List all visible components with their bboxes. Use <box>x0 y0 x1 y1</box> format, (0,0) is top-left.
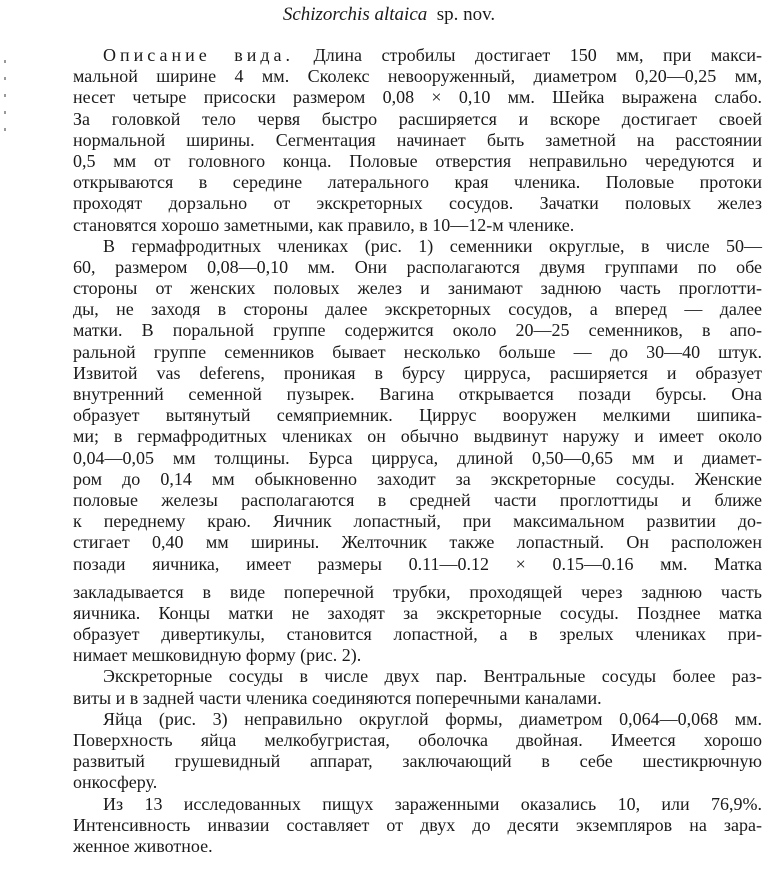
text-line: 0,5 мм от головного конца. Половые отверстия неправильно чередуются и <box>73 150 762 171</box>
species-description <box>73 45 762 857</box>
text-line: Экскреторные сосуды в числе двух пар. Вентральные сосуды более раз- <box>103 666 762 687</box>
text-line: яичника. Концы матки не заходят за экскреторные сосуды. Позднее матка <box>73 602 762 623</box>
text-line: мальной ширине 4 мм. Сколекс невооруженный, диаметром 0,20—0,25 мм, <box>73 66 762 87</box>
text-line: становятся хорошо заметными, как правило, в 10—12-м членике. <box>73 214 575 235</box>
text-line: стигает 0,40 мм ширины. Желточник также лопастный. Он расположен <box>73 532 762 553</box>
text-line: проходят дорзально от экскреторных сосудов. Зачатки половых желез <box>73 193 762 214</box>
text-line: образует вытянутый семяприемник. Циррус вооружен мелкими шипика- <box>73 405 762 426</box>
species-suffix: sp. nov. <box>436 4 496 25</box>
text-line: матки. В поральной группе содержится около 20—25 семенников, в апо- <box>73 320 762 341</box>
text-line: открываются в середине латерального края членика. Половые протоки <box>73 172 762 193</box>
text-line: закладывается в виде поперечной трубки, проходящей через заднюю часть <box>73 581 762 602</box>
text-line: 0,04—0,05 мм толщины. Бурса цирруса, длиной 0,50—0,65 мм и диамет- <box>73 447 762 468</box>
text-line: несет четыре присоски размером 0,08 × 0,10 мм. Шейка выражена слабо. <box>73 87 762 108</box>
text-line: к переднему краю. Яичник лопастный, при максимальном развитии до- <box>73 511 762 532</box>
text-line-content: Длина стробилы достигает 150 мм, при макси- <box>313 45 762 65</box>
text-line: Интенсивность инвазии составляет от двух до десяти экземпляров на зара- <box>73 814 762 835</box>
text-line: нимает мешковидную форму (рис. 2). <box>73 645 362 666</box>
text-line <box>73 45 762 66</box>
text-line: половые железы располагаются в средней части проглоттиды и ближе <box>73 489 762 510</box>
text-line: развитый грушевидный аппарат, заключающий в себе шестикрючную <box>73 751 762 772</box>
text-line: Извитой vas deferens, проникая в бурсу цирруса, расширяется и образует <box>73 362 762 383</box>
text-line: виты и в задней части членика соединяются поперечными каналами. <box>73 687 602 708</box>
text-line: ральной группе семенников бывает несколько больше — до 30—40 штук. <box>73 341 762 362</box>
text-line: позади яичника, имеет размеры 0.11—0.12 × 0.15—0.16 мм. Матка <box>73 553 762 574</box>
text-line: Яйца (рис. 3) неправильно округлой формы, диаметром 0,064—0,068 мм. <box>103 708 762 729</box>
section-lead: Описание вида. <box>103 45 294 65</box>
text-line: 60, размером 0,08—0,10 мм. Они располагаются двумя группами по обе <box>73 256 762 277</box>
text-line: стороны от женских половых желез и занимают заднюю часть проглотти- <box>73 278 762 299</box>
text-line: Из 13 исследованных пищух зараженными оказались 10, или 76,9%. <box>103 793 762 814</box>
text-line: образует дивертикулы, становится лопастной, а в зрелых члениках при- <box>73 624 762 645</box>
species-name: Schizorchis altaica <box>282 4 428 25</box>
text-line: ды, не заходя в стороны далее экскреторных сосудов, а вперед — далее <box>73 299 762 320</box>
text-line: В гермафродитных члениках (рис. 1) семенники округлые, в числе 50— <box>103 235 762 256</box>
text-line: ром до 0,14 мм обыкновенно заходит за экскреторные сосуды. Женские <box>73 468 762 489</box>
text-line: внутренний семенной пузырек. Вагина открывается позади бурсы. Она <box>73 384 762 404</box>
text-line: Поверхность яйца мелкобугристая, оболочка двойная. Имеется хорошо <box>73 730 762 750</box>
species-heading <box>0 2 778 28</box>
text-line: За головкой тело червя быстро расширяется и вскоре достигает своей <box>73 108 762 129</box>
text-line: ми; в гермафродитных члениках он обычно выдвинут наружу и имеет около <box>73 426 762 447</box>
text-line: женное животное. <box>73 835 213 856</box>
text-line: нормальной ширины. Сегментация начинает быть заметной на расстоянии <box>73 129 762 150</box>
scan-margin-marks <box>4 60 7 180</box>
text-line: онкосферу. <box>73 772 158 793</box>
